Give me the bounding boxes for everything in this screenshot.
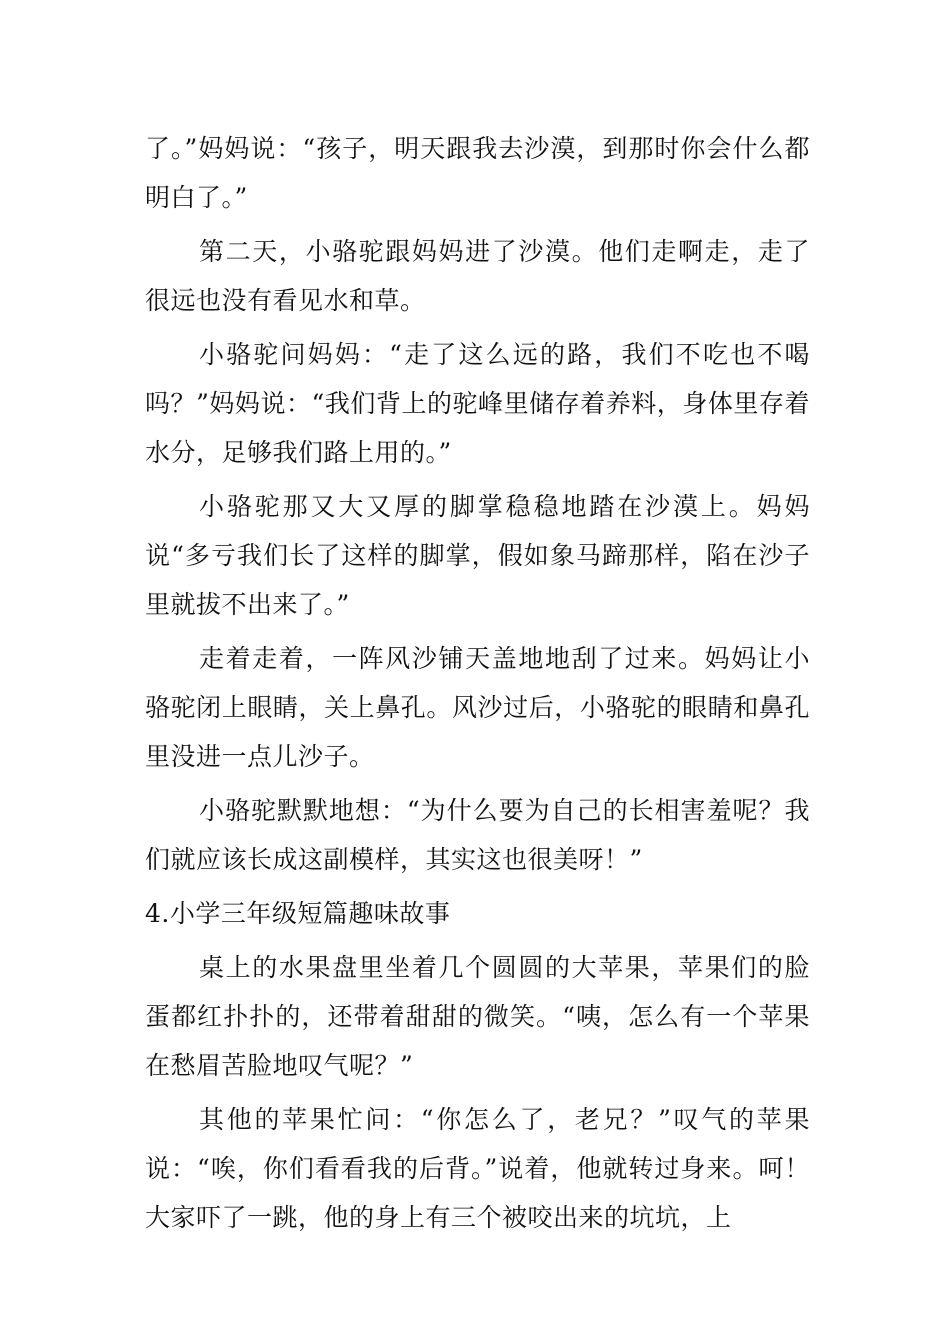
paragraph: 小骆驼问妈妈：“走了这么远的路，我们不吃也不喝吗？”妈妈说：“我们背上的驼峰里储存着养料，身体里存着水分，足够我们路上用的。” [145, 340, 810, 467]
paragraph: 走着走着，一阵风沙铺天盖地地刮了过来。妈妈让小骆驼闭上眼睛，关上鼻孔。风沙过后，小骆驼的眼睛和鼻孔里没进一点儿沙子。 [145, 644, 810, 771]
paragraph: 了。”妈妈说：“孩子，明天跟我去沙漠，到那时你会什么都明白了。” [145, 134, 810, 212]
paragraph: 第二天，小骆驼跟妈妈进了沙漠。他们走啊走，走了很远也没有看见水和草。 [145, 237, 810, 315]
paragraph: 其他的苹果忙问：“你怎么了，老兄？”叹气的苹果说：“唉，你们看看我的后背。”说着，他就转过身来。呵！大家吓了一跳，他的身上有三个被咬出来的坑坑，上 [145, 1105, 810, 1232]
document-page [145, 124, 810, 1242]
paragraph: 桌上的水果盘里坐着几个圆圆的大苹果，苹果们的脸蛋都红扑扑的，还带着甜甜的微笑。“咦，怎么有一个苹果在愁眉苦脸地叹气呢？” [145, 953, 810, 1080]
paragraph: 小骆驼默默地想：“为什么要为自己的长相害羞呢？我们就应该长成这副模样，其实这也很美呀！” [145, 796, 810, 874]
paragraph: 小骆驼那又大又厚的脚掌稳稳地踏在沙漠上。妈妈说“多亏我们长了这样的脚掌，假如象马蹄那样，陷在沙子里就拔不出来了。” [145, 492, 810, 619]
section-heading: 4.小学三年级短篇趣味故事 [145, 899, 451, 928]
